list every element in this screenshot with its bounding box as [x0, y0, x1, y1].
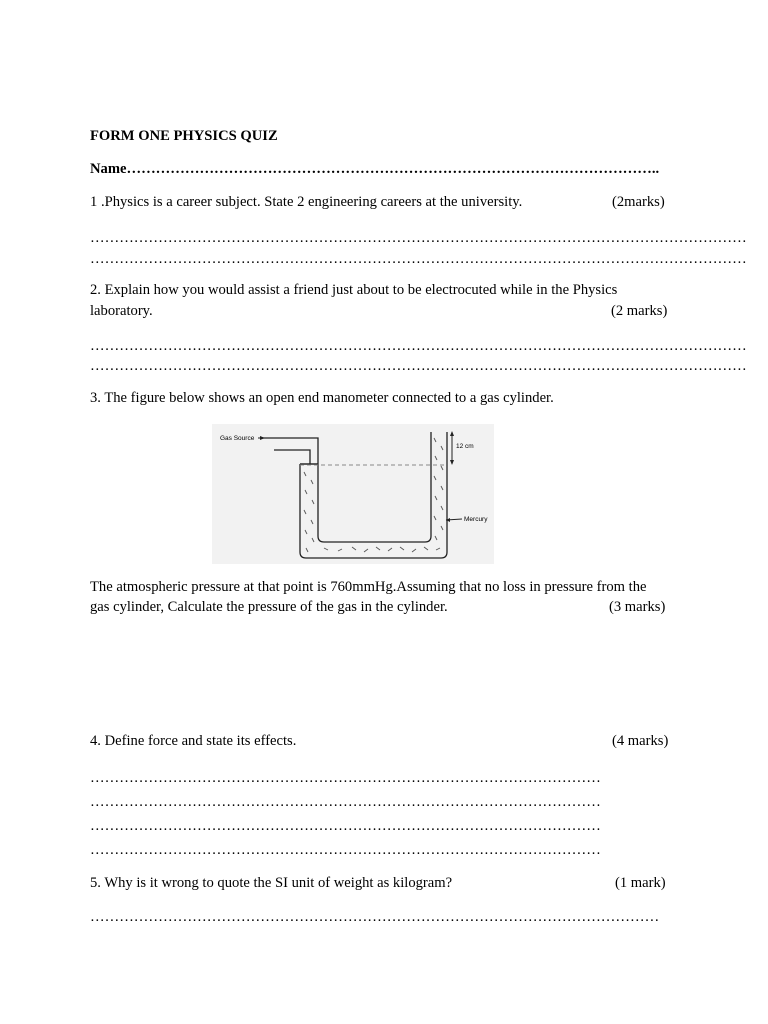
- answer-line: ……………………………………………………………………………………………: [90, 770, 601, 786]
- gas-source-label: Gas Source: [220, 435, 255, 442]
- question-3-marks: (3 marks): [609, 599, 666, 615]
- answer-line: ………………………………………………………………………………………………………………………: [90, 338, 747, 354]
- question-5-text: 5. Why is it wrong to quote the SI unit of weight as kilogram?: [90, 875, 453, 891]
- answer-line: ……………………………………………………………………………………………: [90, 842, 601, 858]
- manometer-figure: [212, 424, 494, 564]
- question-1-text: 1 .Physics is a career subject. State 2 engineering careers at the university.: [90, 194, 523, 210]
- answer-line: ………………………………………………………………………………………………………………………: [90, 230, 747, 246]
- question-4-text: 4. Define force and state its effects.: [90, 733, 297, 749]
- answer-line: ………………………………………………………………………………………………………: [90, 909, 660, 925]
- answer-line: ………………………………………………………………………………………………………………………: [90, 358, 747, 374]
- answer-line: ……………………………………………………………………………………………: [90, 794, 601, 810]
- question-5-marks: (1 mark): [615, 875, 666, 891]
- mercury-label: Mercury: [464, 516, 488, 523]
- question-2-marks: (2 marks): [611, 303, 668, 319]
- question-3-follow-line1: The atmospheric pressure at that point is 760mmHg.Assuming that no loss in pressure from the: [90, 579, 647, 595]
- question-4-marks: (4 marks): [612, 733, 669, 749]
- answer-line: ………………………………………………………………………………………………………………………: [90, 251, 747, 267]
- question-1-marks: (2marks): [612, 194, 665, 210]
- question-3-text: 3. The figure below shows an open end manometer connected to a gas cylinder.: [90, 390, 554, 406]
- quiz-title: FORM ONE PHYSICS QUIZ: [90, 128, 278, 144]
- answer-line: ……………………………………………………………………………………………: [90, 818, 601, 834]
- height-label: 12 cm: [456, 443, 474, 450]
- question-3-follow-line2: gas cylinder, Calculate the pressure of the gas in the cylinder.: [90, 599, 448, 615]
- question-2-text-line2: laboratory.: [90, 303, 153, 319]
- name-line: Name………………………………………………………………………………………………..: [90, 161, 660, 177]
- question-2-text-line1: 2. Explain how you would assist a friend just about to be electrocuted while in the Physics: [90, 282, 618, 298]
